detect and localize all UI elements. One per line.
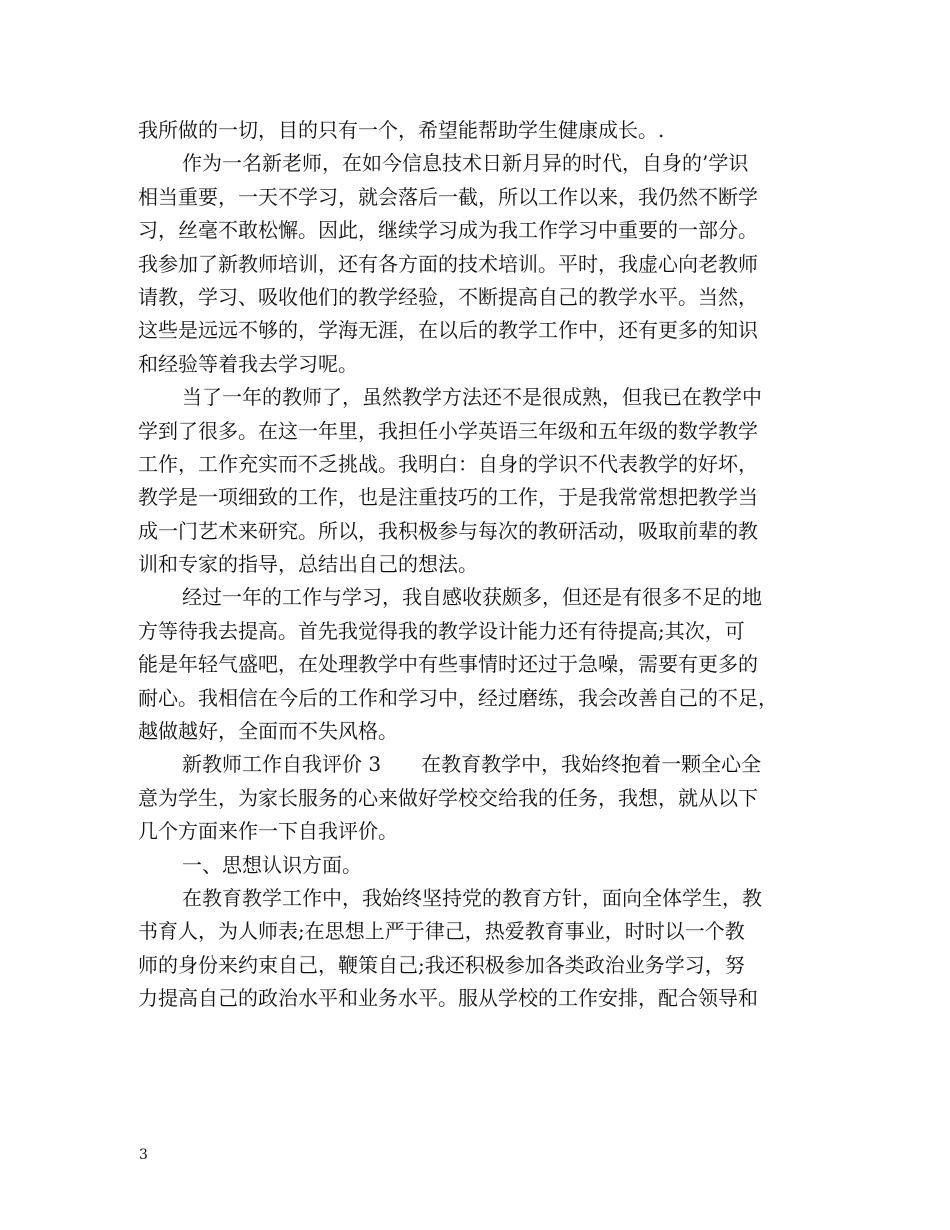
text-line: 越做越好，全面而不失风格。	[138, 719, 398, 744]
text-line: 耐心。我相信在今后的工作和学习中，经过磨练，我会改善自己的不足，	[138, 685, 778, 710]
text-line: 一、思想认识方面。	[182, 852, 362, 877]
text-line: 成一门艺术来研究。所以，我积极参与每次的教研活动，吸取前辈的教	[138, 518, 758, 543]
text-line: 习，丝毫不敢松懈。因此，继续学习成为我工作学习中重要的一部分。	[138, 218, 758, 243]
text-line: 相当重要，一天不学习，就会落后一截，所以工作以来，我仍然不断学	[138, 184, 758, 209]
text-line: 我参加了新教师培训，还有各方面的技术培训。平时，我虚心向老教师	[138, 251, 758, 276]
text-line: 力提高自己的政治水平和业务水平。服从学校的工作安排，配合领导和	[138, 986, 758, 1011]
page-number: 3	[139, 1147, 148, 1163]
text-line: 作为一名新老师，在如今信息技术日新月异的时代，自身的’学识	[182, 151, 749, 176]
text-line: 新教师工作自我评价 3 在教育教学中，我始终抱着一颗全心全	[182, 752, 762, 777]
text-line: 师的身份来约束自己，鞭策自己;我还积极参加各类政治业务学习，努	[138, 952, 745, 977]
text-line: 方等待我去提高。首先我觉得我的教学设计能力还有待提高;其次，可	[138, 618, 745, 643]
text-line: 意为学生，为家长服务的心来做好学校交给我的任务，我想，就从以下	[138, 785, 758, 810]
text-line: 和经验等着我去学习呢。	[138, 351, 358, 376]
text-line: 教学是一项细致的工作，也是注重技巧的工作，于是我常常想把教学当	[138, 485, 758, 510]
text-line: 这些是远远不够的，学海无涯，在以后的教学工作中，还有更多的知识	[138, 318, 758, 343]
text-line: 能是年轻气盛吧，在处理教学中有些事情时还过于急噪，需要有更多的	[138, 652, 758, 677]
text-line: 请教，学习、吸收他们的教学经验，不断提高自己的教学水平。当然，	[138, 284, 758, 309]
text-line: 当了一年的教师了，虽然教学方法还不是很成熟，但我已在教学中	[182, 385, 762, 410]
text-line: 几个方面来作一下自我评价。	[138, 819, 398, 844]
text-line: 学到了很多。在这一年里，我担任小学英语三年级和五年级的数学教学	[138, 418, 758, 443]
text-line: 经过一年的工作与学习，我自感收获颇多，但还是有很多不足的地	[182, 585, 762, 610]
text-line: 我所做的一切，目的只有一个，希望能帮助学生健康成长。.	[138, 118, 665, 142]
text-line: 训和专家的指导，总结出自己的想法。	[138, 552, 478, 577]
document-body	[138, 114, 818, 1016]
text-line: 书育人，为人师表;在思想上严于律己，热爱教育事业，时时以一个教	[138, 919, 745, 944]
text-line: 在教育教学工作中，我始终坚持党的教育方针，面向全体学生，教	[182, 885, 762, 910]
text-line: 工作，工作充实而不乏挑战。我明白：自身的学识不代表教学的好坏，	[138, 451, 758, 476]
